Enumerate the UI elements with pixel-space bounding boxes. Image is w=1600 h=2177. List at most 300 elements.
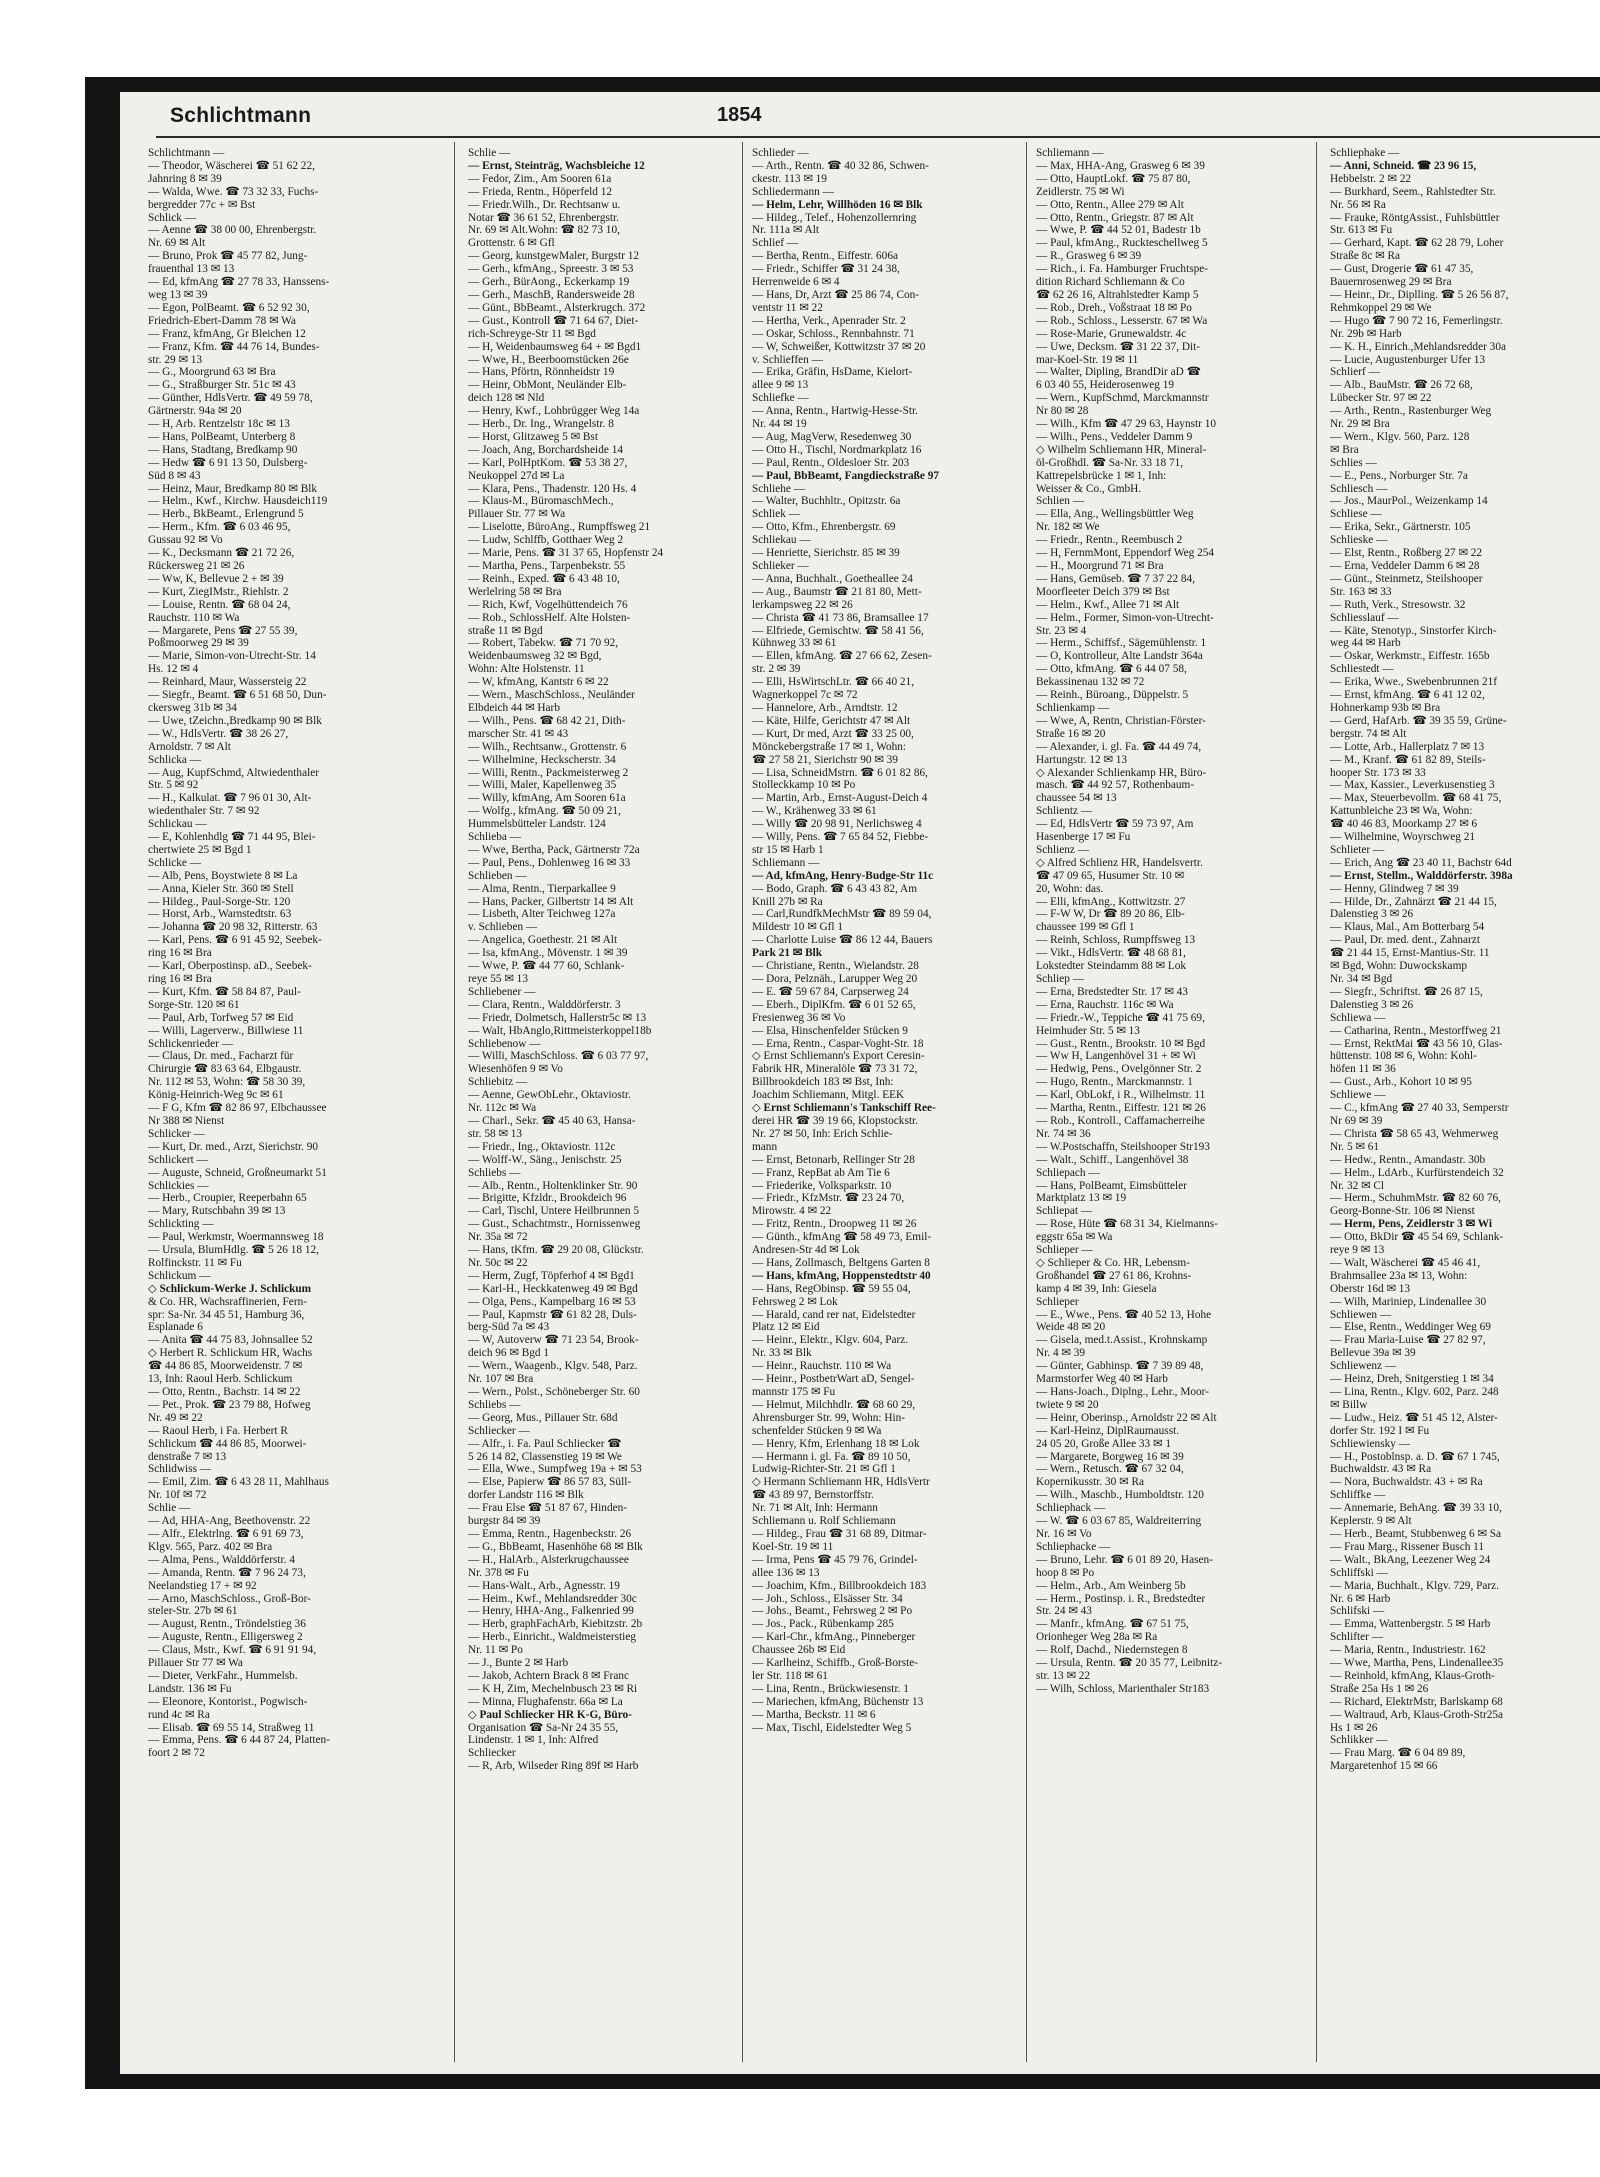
directory-line: — Aug, MagVerw, Resedenweg 30 <box>752 430 912 443</box>
directory-line: Nr. 56 ✉ Ra <box>1330 198 1386 211</box>
directory-line: — Max, Steuerbevollm. ☎ 68 41 75, <box>1330 792 1502 805</box>
directory-line: weg 44 ✉ Harb <box>1330 637 1401 650</box>
directory-line: Hartungstr. 12 ✉ 13 <box>1036 753 1128 766</box>
directory-line: — Minna, Flughafenstr. 66a ✉ La <box>468 1695 623 1708</box>
directory-line: — Ww H, Langenhövel 31 + ✉ Wi <box>1036 1050 1196 1063</box>
directory-line: höfen 11 ✉ 36 <box>1330 1063 1396 1076</box>
directory-line: — Erich, Ang ☎ 23 40 11, Bachstr 64d <box>1330 856 1512 869</box>
directory-line: — Otto, Rentn., Bachstr. 14 ✉ 22 <box>148 1386 301 1398</box>
directory-line: — Kurt, Dr. med., Arzt, Sierichstr. 90 <box>148 1140 319 1153</box>
directory-line: — E. ☎ 59 67 84, Carpserweg 24 <box>752 985 909 998</box>
directory-line: — Ed, kfmAng ☎ 27 78 33, Hanssens- <box>148 276 330 289</box>
directory-line: Sorge-Str. 120 ✉ 61 <box>148 998 240 1011</box>
directory-line: — Aenne, GewObLehr., Oktaviostr. <box>468 1089 631 1102</box>
directory-line: — Georg, kunstgewMaler, Burgstr 12 <box>468 250 640 263</box>
directory-line: — Walt, HbAnglo,Rittmeisterkoppel18b <box>468 1024 652 1037</box>
directory-line: — Amanda, Rentn. ☎ 7 96 24 73, <box>148 1566 306 1579</box>
directory-line: — Rob., SchlossHelf. Alte Holsten- <box>468 611 631 624</box>
directory-line: v. Schlieffen — <box>752 353 823 366</box>
directory-line: — Max, HHA-Ang, Grasweg 6 ✉ 39 <box>1036 159 1205 172</box>
directory-line: — Martha, Rentn., Eiffestr. 121 ✉ 26 <box>1036 1102 1206 1115</box>
directory-line: masch. ☎ 44 92 57, Rothenbaum- <box>1036 779 1195 792</box>
directory-line: — Rich, Kwf, Vogelhüttendeich 76 <box>468 598 628 611</box>
directory-line: Nr 80 ✉ 28 <box>1036 405 1089 418</box>
column-4 <box>1036 147 1306 1696</box>
directory-line: öl-Großhdl. ☎ Sa-Nr. 33 18 71, <box>1036 456 1184 469</box>
directory-line: Schlickies — <box>148 1179 209 1192</box>
directory-line: — Wilh., Maschb., Humboldtstr. 120 <box>1036 1489 1204 1502</box>
directory-line: — Paul, BbBeamt, Fangdieckstraße 97 <box>752 469 940 482</box>
directory-line: — Pet., Prok. ☎ 23 79 88, Hofweg <box>148 1398 311 1411</box>
directory-line: — Gerd, HafArb. ☎ 39 35 59, Grüne- <box>1330 714 1507 727</box>
directory-line: Schliewen — <box>1330 1308 1392 1321</box>
directory-line: Nr. 29b ✉ Harb <box>1330 327 1402 340</box>
directory-line: — Hans-Joach., Diplng., Lehr., Moor- <box>1036 1386 1209 1398</box>
directory-line: Nr. 4 ✉ 39 <box>1036 1347 1086 1360</box>
directory-line: — Herb., Einricht., Waldmeisterstieg <box>468 1631 636 1644</box>
directory-line: Schliekau — <box>752 534 811 547</box>
directory-line: — Paul, Arb, Torfweg 57 ✉ Eid <box>148 1011 294 1024</box>
directory-line: — Erna, Veddeler Damm 6 ✉ 28 <box>1330 560 1480 572</box>
directory-line: Organisation ☎ Sa-Nr 24 35 55, <box>468 1721 619 1734</box>
directory-line: Neukoppel 27d ✉ La <box>468 469 565 482</box>
directory-line: — Kurt, ZiegIMstr., Riehlstr. 2 <box>148 585 289 598</box>
column-divider <box>1026 142 1027 2062</box>
directory-line: Neelandstieg 17 + ✉ 92 <box>148 1579 257 1592</box>
directory-line: — Johanna ☎ 20 98 32, Ritterstr. 63 <box>148 921 318 934</box>
directory-line: — Frau Maria-Luise ☎ 27 82 97, <box>1330 1334 1486 1347</box>
directory-line: Dalenstieg 3 ✉ 26 <box>1330 998 1414 1011</box>
directory-line: Schlierf — <box>1330 366 1380 379</box>
directory-line: — Carl, Tischl, Untere Heilbrunnen 5 <box>468 1205 640 1218</box>
directory-line: — Oskar, Schloss., Rennbahnstr. 71 <box>752 327 915 340</box>
directory-line: Str. 24 ✉ 43 <box>1036 1605 1092 1618</box>
directory-line: — Eleonore, Kontorist., Pogwisch- <box>148 1695 308 1708</box>
directory-line: — Wilh., Pens., Veddeler Damm 9 <box>1036 430 1193 443</box>
directory-line: Notar ☎ 36 61 52, Ehrenbergstr. <box>468 211 619 224</box>
directory-line: Schlie — <box>148 1502 191 1515</box>
directory-line: — F-W W, Dr ☎ 89 20 86, Elb- <box>1036 908 1185 921</box>
directory-line: — Alma, Rentn., Tierparkallee 9 <box>468 882 616 895</box>
directory-line: bergstr. 74 ✉ Alt <box>1330 727 1407 740</box>
directory-line: — H., Kalkulat. ☎ 7 96 01 30, Alt- <box>148 792 312 805</box>
directory-line: — W. ☎ 6 03 67 85, Waldreiterring <box>1036 1515 1202 1528</box>
directory-line: — Wilhelmine, Woyrschweg 21 <box>1330 831 1476 844</box>
page-header <box>120 92 1600 134</box>
directory-line: — Paul, Dr. med. dent., Zahnarzt <box>1330 934 1480 947</box>
directory-line: — Willi, Lagerverw., Billwiese 11 <box>148 1024 304 1037</box>
directory-line: Dalenstieg 3 ✉ 26 <box>1330 908 1414 921</box>
directory-line: ring 16 ✉ Bra <box>148 947 212 960</box>
column-divider <box>454 142 455 2062</box>
directory-line: — Jakob, Achtern Brack 8 ✉ Franc <box>468 1669 629 1682</box>
directory-line: Mildestr 10 ✉ Gfl 1 <box>752 921 844 934</box>
directory-line: Schlien — <box>1036 495 1085 508</box>
directory-line: — Reinh., Exped. ☎ 6 43 48 10, <box>468 572 620 585</box>
directory-line: Schliek — <box>752 508 801 521</box>
directory-line: — Reinhold, kfmAng, Klaus-Groth- <box>1330 1669 1495 1682</box>
directory-line: — Henry, HHA-Ang., Falkenried 99 <box>468 1605 634 1618</box>
directory-line: — E., Pens., Norburger Str. 7a <box>1330 469 1468 482</box>
directory-line: — Wwe, P. ☎ 44 52 01, Badestr 1b <box>1036 224 1201 237</box>
directory-line: — Helm., Kwf., Kirchw. Hausdeich119 <box>148 495 328 508</box>
directory-line: Stolleckkamp 10 ✉ Po <box>752 779 856 792</box>
directory-line: — Ruth, Verk., Stresowstr. 32 <box>1330 598 1466 611</box>
directory-line: — Anna, Kieler Str. 360 ✉ Stell <box>148 882 294 895</box>
directory-line: frauenthal 13 ✉ 13 <box>148 263 235 276</box>
directory-line: — Willy, Pens. ☎ 7 65 84 52, Fiebbe- <box>752 831 929 844</box>
directory-line: — Heim., Kwf., Mehlandsredder 30c <box>468 1592 637 1605</box>
directory-line: — Helm., Former, Simon-von-Utrecht- <box>1036 611 1214 624</box>
directory-line: — Herb., BkBeamt., Erlengrund 5 <box>148 508 304 521</box>
directory-line: Gärtnerstr. 94a ✉ 20 <box>148 405 242 418</box>
directory-line: Ahrensburger Str. 99, Wohn: Hin- <box>752 1411 906 1424</box>
directory-line: — Käte, Stenotyp., Sinstorfer Kirch- <box>1330 624 1497 637</box>
directory-line: — Max, Tischl, Eidelstedter Weg 5 <box>752 1721 912 1734</box>
directory-line: — Anni, Schneid. ☎ 23 96 15, <box>1330 159 1477 172</box>
directory-line: ☎ 27 58 21, Sierichstr 90 ✉ 39 <box>752 753 898 766</box>
directory-line: — M., Kranf. ☎ 61 82 89, Steils- <box>1330 753 1486 766</box>
directory-line: — Georg, Mus., Pillauer Str. 68d <box>468 1411 618 1424</box>
directory-line: Schlick — <box>148 211 197 224</box>
directory-line: — Hans, tKfm. ☎ 29 20 08, Glückstr. <box>468 1244 644 1257</box>
directory-line: Pillauer Str 77 ✉ Wa <box>148 1657 243 1670</box>
directory-line: Schliefke — <box>752 392 809 405</box>
directory-line: schenfelder Stücken 9 ✉ Wa <box>752 1424 882 1437</box>
directory-line: — R., Grasweg 6 ✉ 39 <box>1036 250 1142 263</box>
directory-line: Schlies — <box>1330 456 1377 469</box>
directory-line: Schliedermann — <box>752 185 834 198</box>
directory-line: mann <box>752 1140 778 1153</box>
directory-line: — Bodo, Graph. ☎ 6 43 43 82, Am <box>752 882 918 895</box>
directory-line: bergredder 77c + ✉ Bst <box>148 198 256 211</box>
directory-line: — Alfr., i. Fa. Paul Schliecker ☎ <box>468 1437 622 1450</box>
directory-line: — Günt., Steinmetz, Steilshooper <box>1330 572 1483 585</box>
directory-line: Str. 163 ✉ 33 <box>1330 585 1392 598</box>
directory-line: — Heinr, Oberinsp., Arnoldstr 22 ✉ Alt <box>1036 1411 1217 1424</box>
directory-line: — E., Wwe., Pens. ☎ 40 52 13, Hohe <box>1036 1308 1212 1321</box>
directory-line: Andresen-Str 4d ✉ Lok <box>752 1244 860 1257</box>
directory-line: ◇ Ernst Schliemann's Export Ceresin- <box>752 1050 925 1063</box>
directory-line: Nr. 69 ✉ Alt.Wohn: ☎ 82 73 10, <box>468 224 620 237</box>
directory-line: — Dora, Pelznäh., Larupper Weg 20 <box>752 973 918 985</box>
directory-line: — Wwe, H., Beerboomstücken 26e <box>468 353 629 366</box>
directory-page <box>120 92 1600 2074</box>
running-head-name: Schlichtmann <box>170 104 312 127</box>
directory-line: Arnoldstr. 7 ✉ Alt <box>148 740 231 753</box>
directory-line: ☎ 21 44 15, Ernst-Mantius-Str. 11 <box>1330 947 1490 960</box>
directory-line: — Karl-Heinz, DiplRaumausst. <box>1036 1424 1180 1437</box>
directory-line: Joachim Schliemann, Mitgl. EEK <box>752 1089 905 1102</box>
directory-line: — Wern., Polst., Schöneberger Str. 60 <box>468 1386 640 1398</box>
directory-line: — Brigitte, Kfzldr., Brookdeich 96 <box>468 1192 627 1205</box>
directory-line: Jahnring 8 ✉ 39 <box>148 172 222 185</box>
directory-line: — Ellen, kfmAng. ☎ 27 66 62, Zesen- <box>752 650 932 663</box>
directory-line: — Herb., Beamt, Stubbenweg 6 ✉ Sa <box>1330 1527 1502 1540</box>
directory-line: Schlieter — <box>1330 843 1385 856</box>
directory-line: — Anna, Buchhalt., Goetheallee 24 <box>752 572 913 585</box>
directory-line: Schliephake — <box>1330 147 1400 159</box>
directory-line: — Frau Marg. ☎ 6 04 89 89, <box>1330 1747 1466 1760</box>
directory-line: ✉ Billw <box>1330 1398 1368 1411</box>
directory-line: hooper Str. 173 ✉ 33 <box>1330 766 1426 779</box>
directory-line: Nr. 44 ✉ 19 <box>752 418 807 431</box>
directory-line: — Herb, graphFachArb, Kiebitzstr. 2b <box>468 1618 643 1631</box>
directory-line: 24 05 20, Große Allee 33 ✉ 1 <box>1036 1437 1171 1450</box>
directory-line: — W, Schweißer, Kottwitzstr 37 ✉ 20 <box>752 340 926 353</box>
directory-line: mannstr 175 ✉ Fu <box>752 1386 836 1398</box>
directory-line: ckersweg 31b ✉ 34 <box>148 701 237 714</box>
directory-line: Poßmoorweg 29 ✉ 39 <box>148 637 249 650</box>
directory-line: — Raoul Herb, i Fa. Herbert R <box>148 1424 288 1437</box>
directory-line: — Klaus, Mal., Am Botterbarg 54 <box>1330 921 1485 934</box>
directory-line: Nr. 74 ✉ 36 <box>1036 1127 1091 1140</box>
directory-line: Klgv. 565, Parz. 402 ✉ Bra <box>148 1540 273 1553</box>
directory-line: — Karl, ObLokf, i R., Wilhelmstr. 11 <box>1036 1089 1206 1102</box>
directory-line: — W., Krähenweg 33 ✉ 61 <box>752 805 877 818</box>
directory-line: — Rob., Dreh., Voßstraat 18 ✉ Po <box>1036 301 1192 314</box>
directory-line: — Alb., BauMstr. ☎ 26 72 68, <box>1330 379 1473 392</box>
directory-line: — Otto, BkDir ☎ 45 54 69, Schlank- <box>1330 1231 1504 1244</box>
directory-line: — Mary, Rutschbahn 39 ✉ 13 <box>148 1205 286 1218</box>
directory-line: — Kurt, Dr med, Arzt ☎ 33 25 00, <box>752 727 914 740</box>
directory-line: Schlief — <box>752 237 799 250</box>
column-1 <box>148 147 434 1760</box>
directory-line: — Martin, Arb., Ernst-August-Deich 4 <box>752 792 928 805</box>
directory-line: Knill 27b ✉ Ra <box>752 895 823 908</box>
directory-line: — Irma, Pens ☎ 45 79 76, Grindel- <box>752 1553 918 1566</box>
directory-line: — Olga, Pens., Kampelbarg 16 ✉ 53 <box>468 1295 636 1308</box>
directory-line: — Auguste, Rentn., Elligersweg 2 <box>148 1631 303 1644</box>
directory-line: — Theodor, Wäscherei ☎ 51 62 22, <box>148 159 315 172</box>
directory-line: — Karl-Chr., kfmAng., Pinneberger <box>752 1631 916 1644</box>
directory-line: ☎ 47 09 65, Husumer Str. 10 ✉ <box>1036 869 1185 882</box>
directory-line: Hs 1 ✉ 26 <box>1330 1721 1378 1734</box>
directory-line: — Jos., MaurPol., Weizenkamp 14 <box>1330 495 1488 508</box>
directory-line: — Karl-H., Heckkatenweg 49 ✉ Bgd <box>468 1282 638 1295</box>
directory-line: — Louise, Rentn. ☎ 68 04 24, <box>148 598 291 611</box>
directory-line: Schliewiensky — <box>1330 1437 1411 1450</box>
directory-line: — Hannelore, Arb., Arndtstr. 12 <box>752 701 898 714</box>
directory-line: Nr. 11 ✉ Po <box>468 1644 523 1657</box>
directory-line: — Wolff-W., Säng., Jenischstr. 25 <box>468 1153 622 1166</box>
directory-line: — Elli, HsWirtschLtr. ☎ 66 40 21, <box>752 676 915 689</box>
directory-line: — Emma, Wattenbergstr. 5 ✉ Harb <box>1330 1618 1491 1631</box>
directory-line: — Carl,RundfkMechMstr ☎ 89 59 04, <box>752 908 932 921</box>
directory-line: — J., Bunte 2 ✉ Harb <box>468 1657 569 1670</box>
directory-line: 13, Inh: Raoul Herb. Schlickum <box>148 1373 293 1386</box>
directory-line: — Erika, Gräfin, HsDame, Kielort- <box>752 366 913 379</box>
directory-line: — Otto, Rentn., Griegstr. 87 ✉ Alt <box>1036 211 1194 224</box>
directory-line: — Reinhard, Maur, Wassersteig 22 <box>148 676 307 689</box>
directory-line: ◇ Schlickum-Werke J. Schlickum <box>148 1282 312 1295</box>
directory-line: — Heinr., Elektr., Klgv. 604, Parz. <box>752 1334 909 1347</box>
directory-line: Schlieder — <box>752 147 809 159</box>
directory-line: Bekassinenau 132 ✉ 72 <box>1036 676 1145 689</box>
directory-line: — Richard, ElektrMstr, Barlskamp 68 <box>1330 1695 1503 1708</box>
directory-line: — Rob., Kontroll., Caffamacherreihe <box>1036 1114 1205 1127</box>
directory-line: — Elsa, Hinschenfelder Stücken 9 <box>752 1024 908 1037</box>
directory-line: — Christa ☎ 41 73 86, Bramsallee 17 <box>752 611 929 624</box>
directory-line: ◇ Alexander Schlienkamp HR, Büro- <box>1036 766 1207 779</box>
directory-line: Friedrich-Ebert-Damm 78 ✉ Wa <box>148 314 296 327</box>
column-2 <box>468 147 738 1773</box>
directory-line: Zeidlerstr. 75 ✉ Wi <box>1036 185 1125 198</box>
directory-line: — Rich., i. Fa. Hamburger Fruchtspe- <box>1036 263 1209 276</box>
directory-line: — Hildeg., Paul-Sorge-Str. 120 <box>148 895 291 908</box>
directory-line: — Bruno, Lehr. ☎ 6 01 89 20, Hasen- <box>1036 1553 1213 1566</box>
directory-line: — Günther, HdlsVertr. ☎ 49 59 78, <box>148 392 313 405</box>
directory-line: — Catharina, Rentn., Mestorffweg 21 <box>1330 1024 1502 1037</box>
directory-line: — Rob., Schloss., Lesserstr. 67 ✉ Wa <box>1036 314 1208 327</box>
directory-line: Straße 16 ✉ 20 <box>1036 727 1106 740</box>
directory-line: Rückersweg 21 ✉ 26 <box>148 560 245 572</box>
directory-line: eggstr 65a ✉ Wa <box>1036 1231 1113 1244</box>
directory-line: — Ed, HdlsVertr ☎ 59 73 97, Am <box>1036 818 1194 831</box>
directory-line: — Martha, Beckstr. 11 ✉ 6 <box>752 1708 876 1721</box>
directory-line: allee 9 ✉ 13 <box>752 379 809 392</box>
directory-line: chertwiete 25 ✉ Bgd 1 <box>148 843 252 856</box>
directory-line: Wiesenhöfen 9 ✉ Vo <box>468 1063 563 1076</box>
directory-line: Fabrik HR, Mineralöle ☎ 73 31 72, <box>752 1063 918 1076</box>
directory-line: — Rose-Marie, Grunewaldstr. 4c <box>1036 327 1187 340</box>
directory-line: — Christa ☎ 58 65 43, Wehmerweg <box>1330 1127 1499 1140</box>
directory-line: Schlichtmann — <box>148 147 225 159</box>
directory-line: marscher Str. 41 ✉ 43 <box>468 727 569 740</box>
directory-line: — Hedw., Rentn., Amandastr. 30b <box>1330 1153 1486 1166</box>
directory-line: — Charlotte Luise ☎ 86 12 44, Bauers <box>752 934 933 947</box>
directory-line: — Heinr., Dr., Diplling. ☎ 5 26 56 87, <box>1330 288 1509 301</box>
directory-line: — Friedr., Schiffer ☎ 31 24 38, <box>752 263 900 276</box>
directory-line: — Friedr.-W., Teppiche ☎ 41 75 69, <box>1036 1011 1205 1024</box>
directory-line: Nr 388 ✉ Nienst <box>148 1114 225 1127</box>
directory-line: — Maria, Buchhalt., Klgv. 729, Parz. <box>1330 1579 1500 1592</box>
directory-line: — Aenne ☎ 38 00 00, Ehrenbergstr. <box>148 224 317 237</box>
directory-line: — Walda, Wwe. ☎ 73 32 33, Fuchs- <box>148 185 319 198</box>
directory-line: Str. 23 ✉ 4 <box>1036 624 1087 637</box>
directory-line: Schliebs — <box>468 1166 521 1179</box>
directory-line: — Hans, RegObinsp. ☎ 59 55 04, <box>752 1282 911 1295</box>
directory-line: — Mariechen, kfmAng, Büchenstr 13 <box>752 1695 924 1708</box>
directory-line: — E, Kohlenhdlg ☎ 71 44 95, Blei- <box>148 831 316 844</box>
directory-line: — Henriette, Sierichstr. 85 ✉ 39 <box>752 547 900 560</box>
directory-line: Mirowstr. 4 ✉ 22 <box>752 1205 832 1218</box>
directory-line: — Reinh., Büroang., Düppelstr. 5 <box>1036 689 1189 702</box>
directory-line: — Gerh., MaschB, Randersweide 28 <box>468 288 635 301</box>
directory-line: — Günter, Gabhinsp. ☎ 7 39 89 48, <box>1036 1360 1204 1373</box>
directory-line: — Erika, Wwe., Swebenbrunnen 21f <box>1330 676 1498 689</box>
directory-line: — Wern., MaschSchloss., Neuländer <box>468 689 635 702</box>
directory-line: Marmstorfer Weg 40 ✉ Harb <box>1036 1373 1168 1386</box>
directory-line: — Hans, Dr, Arzt ☎ 25 86 74, Con- <box>752 288 920 301</box>
directory-line: straße 11 ✉ Bgd <box>468 624 543 637</box>
directory-line: — Friedr., Ing., Oktaviostr. 112c <box>468 1140 616 1153</box>
directory-line: Grottenstr. 6 ✉ Gfl <box>468 237 555 250</box>
directory-line: Schliebs — <box>468 1398 521 1411</box>
directory-line: steler-Str. 27b ✉ 61 <box>148 1605 238 1618</box>
directory-line: Lübecker Str. 97 ✉ 22 <box>1330 392 1432 405</box>
page-number: 1854 <box>717 104 762 126</box>
directory-line: — Isa, kfmAng., Mövenstr. 1 ✉ 39 <box>468 947 628 960</box>
directory-line: foort 2 ✉ 72 <box>148 1747 205 1760</box>
directory-line: — Claus, Mstr., Kwf. ☎ 6 91 91 94, <box>148 1644 317 1657</box>
directory-line: — Karl, PolHptKom. ☎ 53 38 27, <box>468 456 628 469</box>
directory-line: — R, Arb, Wilseder Ring 89f ✉ Harb <box>468 1760 639 1773</box>
directory-line: Hebbelstr. 2 ✉ 22 <box>1330 172 1412 185</box>
directory-line: Oberstr 16d ✉ 13 <box>1330 1282 1411 1295</box>
directory-line: Schlienkamp — <box>1036 701 1110 714</box>
directory-line: Schliebener — <box>468 985 536 998</box>
directory-line: — Paul, Kapmstr ☎ 61 82 28, Duls- <box>468 1308 637 1321</box>
directory-line: ☎ 44 86 85, Moorweidenstr. 7 ✉ <box>148 1360 303 1373</box>
directory-line: — Margarete, Pens ☎ 27 55 39, <box>148 624 298 637</box>
directory-line: Rehmkoppel 29 ✉ We <box>1330 301 1432 314</box>
directory-line: — Gerhard, Kapt. ☎ 62 28 79, Loher <box>1330 237 1504 250</box>
directory-line: — Alb., Rentn., Holtenklinker Str. 90 <box>468 1179 638 1192</box>
directory-line: Schlieker — <box>752 560 809 572</box>
directory-line: — Hermann i. gl. Fa. ☎ 89 10 50, <box>752 1450 911 1463</box>
directory-line: ◇ Ernst Schliemann's Tankschiff Ree- <box>752 1102 936 1115</box>
directory-line: Schliephack — <box>1036 1502 1106 1515</box>
directory-line: ☎ 40 46 83, Moorkamp 27 ✉ 6 <box>1330 818 1478 831</box>
directory-line: — Willi, Maler, Kapellenweg 35 <box>468 779 617 792</box>
directory-line: — Horst, Arb., Warnstedtstr. 63 <box>148 908 292 921</box>
directory-line: — W, Autoverw ☎ 71 23 54, Brook- <box>468 1334 639 1347</box>
directory-line: — Eberh., DiplKfm. ☎ 6 01 52 65, <box>752 998 916 1011</box>
directory-line: — Wern., Retusch. ☎ 67 32 04, <box>1036 1463 1184 1476</box>
directory-line: — August, Rentn., Tröndelstieg 36 <box>148 1618 306 1631</box>
directory-line: ◇ Wilhelm Schliemann HR, Mineral- <box>1036 443 1207 456</box>
directory-line: ler Str. 118 ✉ 61 <box>752 1669 828 1682</box>
directory-line: — Lotte, Arb., Hallerplatz 7 ✉ 13 <box>1330 740 1485 753</box>
directory-line: — Heinz, Dreh, Snitgerstieg 1 ✉ 34 <box>1330 1373 1494 1386</box>
directory-line: — Erna, Rentn., Caspar-Voght-Str. 18 <box>752 1037 924 1050</box>
directory-line: — Johs., Beamt., Fehrsweg 2 ✉ Po <box>752 1605 913 1618</box>
directory-line: — Lisa, SchneidMstrn. ☎ 6 01 82 86, <box>752 766 928 779</box>
directory-line: — Otto H., Tischl, Nordmarkplatz 16 <box>752 443 922 456</box>
directory-line: — Hugo, Rentn., Marckmannstr. 1 <box>1036 1076 1193 1089</box>
directory-line: — Walt, Wäscherei ☎ 45 46 41, <box>1330 1256 1481 1269</box>
directory-line: Schlicker — <box>148 1127 205 1140</box>
directory-line: Schlie — <box>468 147 511 159</box>
directory-line: — Aug., Baumstr ☎ 21 81 80, Mett- <box>752 585 922 598</box>
directory-line: Schliebenow — <box>468 1037 541 1050</box>
directory-line: — Wwe, P. ☎ 44 77 60, Schlank- <box>468 960 625 973</box>
directory-line: — Angelica, Goethestr. 21 ✉ Alt <box>468 934 618 947</box>
directory-line: — Rolf, Dachd., Niedernstegen 8 <box>1036 1644 1188 1657</box>
directory-line: — Wilh., Kfm ☎ 47 29 63, Haynstr 10 <box>1036 418 1217 431</box>
directory-line: — Klaus-M., BüromaschMech., <box>468 495 614 508</box>
directory-line: — Helm, Lehr, Willhöden 16 ✉ Blk <box>752 198 923 211</box>
directory-line: Schliewa — <box>1330 1011 1386 1024</box>
directory-line: — Hans, Pförtn, Rönnheidstr 19 <box>468 366 615 379</box>
directory-line: — Ww, K, Bellevue 2 + ✉ 39 <box>148 572 284 585</box>
directory-line: — Emil, Zim. ☎ 6 43 28 11, Mahlhaus <box>148 1476 329 1489</box>
directory-line: — Hans, Zollmasch, Beltgens Garten 8 <box>752 1256 930 1269</box>
directory-line: — W.Postschaffn, Steilshooper Str193 <box>1036 1140 1210 1153</box>
directory-line: — Gisela, med.t.Assist., Krohnskamp <box>1036 1334 1208 1347</box>
directory-line: — Gust., Kontroll ☎ 71 64 67, Diet- <box>468 314 639 327</box>
directory-line: — Paul, Werkmstr, Woermannsweg 18 <box>148 1231 324 1244</box>
directory-line: hüttenstr. 108 ✉ 6, Wohn: Kohl- <box>1330 1050 1477 1063</box>
directory-line: Heimhuder Str. 5 ✉ 13 <box>1036 1024 1140 1037</box>
directory-line: — Elst, Rentn., Roßberg 27 ✉ 22 <box>1330 547 1483 560</box>
directory-line: — Fedor, Zim., Am Sooren 61a <box>468 172 612 185</box>
directory-line: Weide 48 ✉ 20 <box>1036 1321 1106 1334</box>
directory-line: Moorfleeter Deich 379 ✉ Bst <box>1036 585 1170 598</box>
directory-line: ☎ 43 89 97, Bernstorffstr. <box>752 1489 874 1502</box>
directory-line: dorfer Str. 192 I ✉ Fu <box>1330 1424 1430 1437</box>
